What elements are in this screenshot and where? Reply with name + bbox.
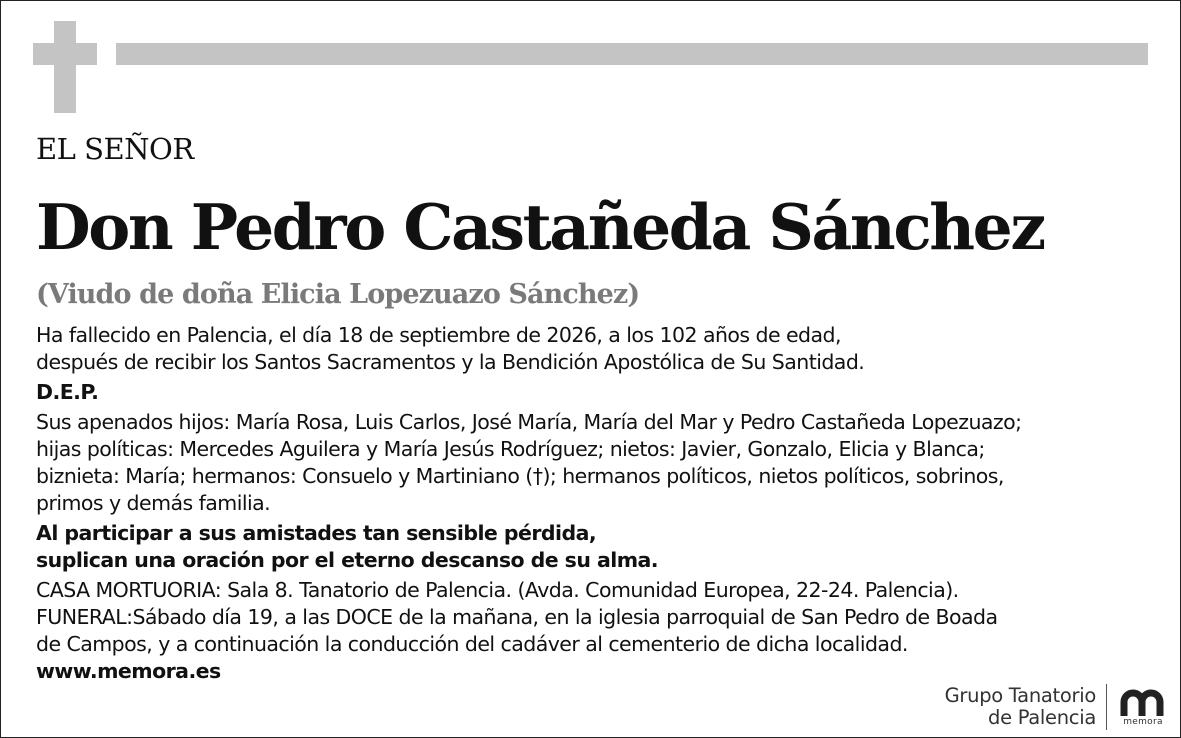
death-line: Ha fallecido en Palencia, el día 18 de septiembre de 2026, a los 102 años de edad, [36,323,841,347]
memora-logo [1119,688,1167,727]
funeral-home-logo [945,684,1167,730]
funeral-line: CASA MORTUORIA: Sala 8. Tanatorio de Palencia. (Avda. Comunidad Europea, 22-24. Palencia). [36,578,959,602]
funeral-line: de Campos, y a continuación la conducción del cadáver al cementerio de dicha localidad. [36,632,908,656]
cross-icon-horizontal [33,43,97,65]
logo-divider [1106,684,1107,730]
memora-m-icon [1120,688,1166,716]
obituary-body [36,322,1166,685]
deceased-name: Don Pedro Castañeda Sánchez [36,190,1044,264]
family-line: biznieta: María; hermanos: Consuelo y Martiniano (†); hermanos políticos, nietos políticos, sobrinos, [36,464,1004,488]
widow-note: (Viudo de doña Elicia Lopezuazo Sánchez) [36,279,640,310]
death-line: después de recibir los Santos Sacramentos y la Bendición Apostólica de Su Santidad. [36,350,865,374]
dep-label: D.E.P. [36,380,99,404]
family-line: primos y demás familia. [36,491,271,515]
logo-line: de Palencia [988,706,1096,729]
family-line: hijas políticas: Mercedes Aguilera y María Jesús Rodríguez; nietos: Javier, Gonzalo, Elicia y Blanca; [36,437,985,461]
funeral-line: FUNERAL:Sábado día 19, a las DOCE de la mañana, en la iglesia parroquial de San Pedro de Boada [36,605,998,629]
honorific: EL SEÑOR [36,132,194,166]
family-line: Sus apenados hijos: María Rosa, Luis Carlos, José María, María del Mar y Pedro Castañeda Lopezuazo; [36,410,1022,434]
logo-text [945,685,1096,729]
memora-brand-label: memora [1123,716,1163,727]
logo-line: Grupo Tanatorio [944,684,1096,707]
cross-icon-vertical [54,21,76,113]
plea-line: Al participar a sus amistades tan sensible pérdida, [36,521,597,545]
website-link[interactable]: www.memora.es [36,659,221,683]
plea-line: suplican una oración por el eterno descanso de su alma. [36,548,659,572]
header-bar [116,43,1148,65]
